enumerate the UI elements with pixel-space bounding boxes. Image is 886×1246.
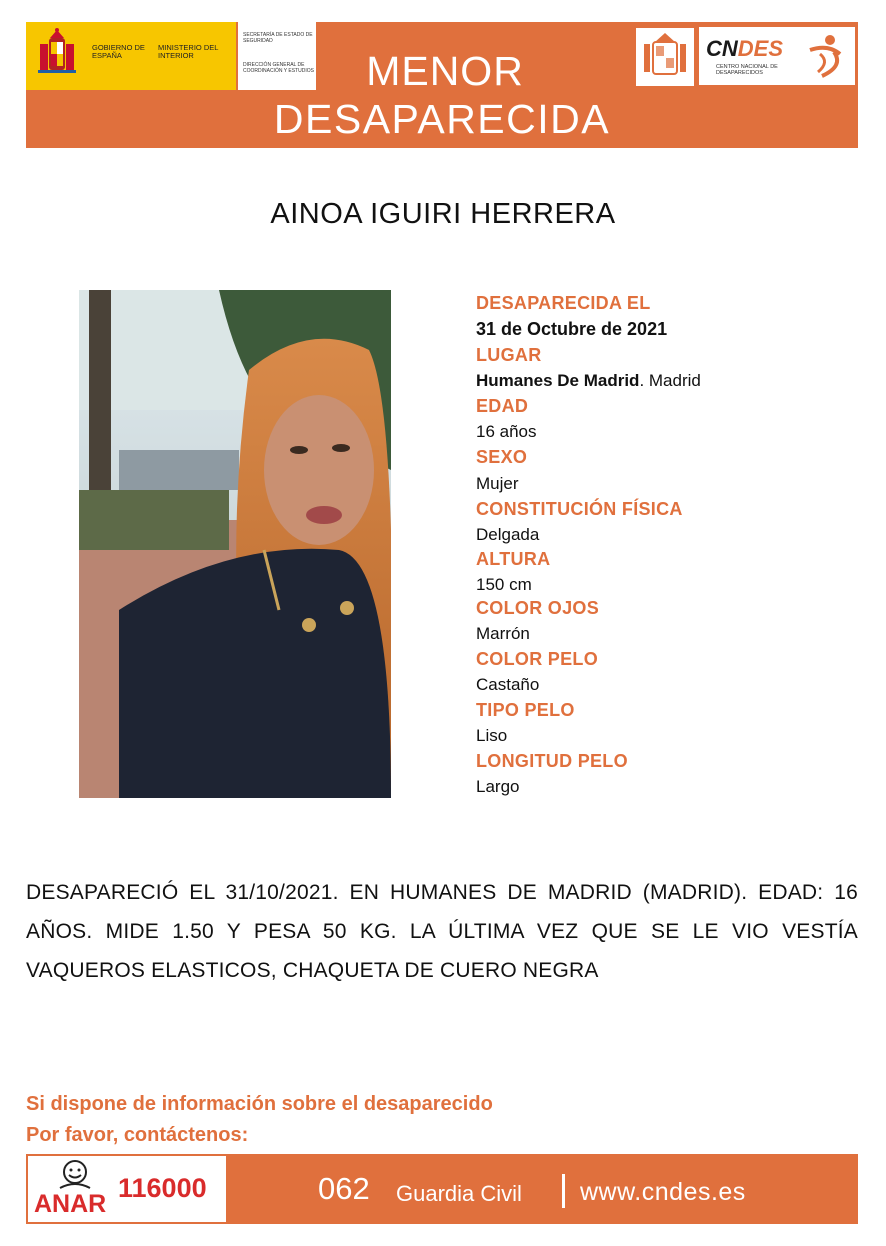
title-line-2: DESAPARECIDA	[273, 96, 611, 142]
website-link[interactable]: www.cndes.es	[580, 1178, 746, 1206]
footer-separator	[562, 1174, 565, 1208]
detail-value-edad: 16 años	[476, 422, 537, 441]
cndes-subtitle: CENTRO NACIONAL DE DESAPARECIDOS	[716, 64, 778, 76]
cndes-logo-prefix: CN	[706, 36, 738, 61]
direccion-general-text: DIRECCIÓN GENERAL DE COORDINACIÓN Y ESTUDIOS	[243, 62, 314, 74]
detail-value-color-pelo: Castaño	[476, 675, 540, 694]
contact-line-1: Si dispone de información sobre el desaparecido	[26, 1093, 493, 1115]
detail-label-color-ojos: COLOR OJOS	[476, 598, 600, 618]
guardia-civil-label: Guardia Civil	[396, 1181, 522, 1206]
smiley-face-icon	[58, 1158, 92, 1192]
person-name: AINOA IGUIRI HERRERA	[270, 198, 616, 230]
anar-phone-number[interactable]: 116000	[118, 1173, 207, 1203]
detail-value-lugar-province: . Madrid	[639, 371, 701, 390]
detail-label-sexo: SEXO	[476, 447, 528, 467]
contact-line-2: Por favor, contáctenos:	[26, 1124, 249, 1146]
detail-value-altura: 150 cm	[476, 575, 532, 594]
coat-of-arms-icon	[26, 22, 86, 90]
detail-label-edad: EDAD	[476, 396, 529, 416]
secretaria-text: SECRETARÍA DE ESTADO DE SEGURIDAD	[243, 32, 313, 44]
title-line-1: MENOR	[366, 48, 524, 94]
people-figure-icon	[800, 32, 850, 82]
gobierno-espana-text: GOBIERNO DE ESPAÑA	[92, 43, 145, 60]
detail-value-lugar-town: Humanes De Madrid	[476, 371, 640, 390]
anar-logo-text: ANAR	[34, 1190, 107, 1218]
cndes-logo-suffix: DES	[737, 36, 784, 61]
ministerio-interior-text: MINISTERIO DEL INTERIOR	[158, 43, 219, 60]
person-photo	[79, 290, 391, 798]
detail-label-altura: ALTURA	[476, 549, 551, 569]
cndes-logo-text	[706, 36, 783, 62]
detail-value-sexo: Mujer	[476, 474, 519, 493]
detail-value-constitucion: Delgada	[476, 525, 540, 544]
coat-of-arms-icon	[636, 28, 694, 86]
detail-label-constitucion: CONSTITUCIÓN FÍSICA	[476, 499, 683, 519]
guardia-civil-phone[interactable]: 062	[318, 1171, 370, 1206]
detail-value-longitud-pelo: Largo	[476, 777, 520, 796]
detail-value-color-ojos: Marrón	[476, 624, 530, 643]
description-text: DESAPARECIÓ EL 31/10/2021. EN HUMANES DE MADRID (MADRID). EDAD: 16 AÑOS. MIDE 1.50 Y PESA 50 KG. LA ÚLTIMA VEZ QUE SE LE VIO VESTÍA VAQUEROS ELASTICOS, CHAQUETA DE CUERO NEGRA	[26, 881, 858, 982]
detail-label-color-pelo: COLOR PELO	[476, 649, 599, 669]
detail-label-lugar: LUGAR	[476, 345, 542, 365]
detail-value-lugar	[476, 371, 701, 391]
detail-label-longitud-pelo: LONGITUD PELO	[476, 751, 628, 771]
detail-label-tipo-pelo: TIPO PELO	[476, 700, 575, 720]
detail-value-tipo-pelo: Liso	[476, 726, 508, 745]
crest-logo	[635, 27, 695, 87]
detail-value-fecha: 31 de Octubre de 2021	[476, 319, 668, 339]
detail-label-fecha: DESAPARECIDA EL	[476, 293, 651, 313]
